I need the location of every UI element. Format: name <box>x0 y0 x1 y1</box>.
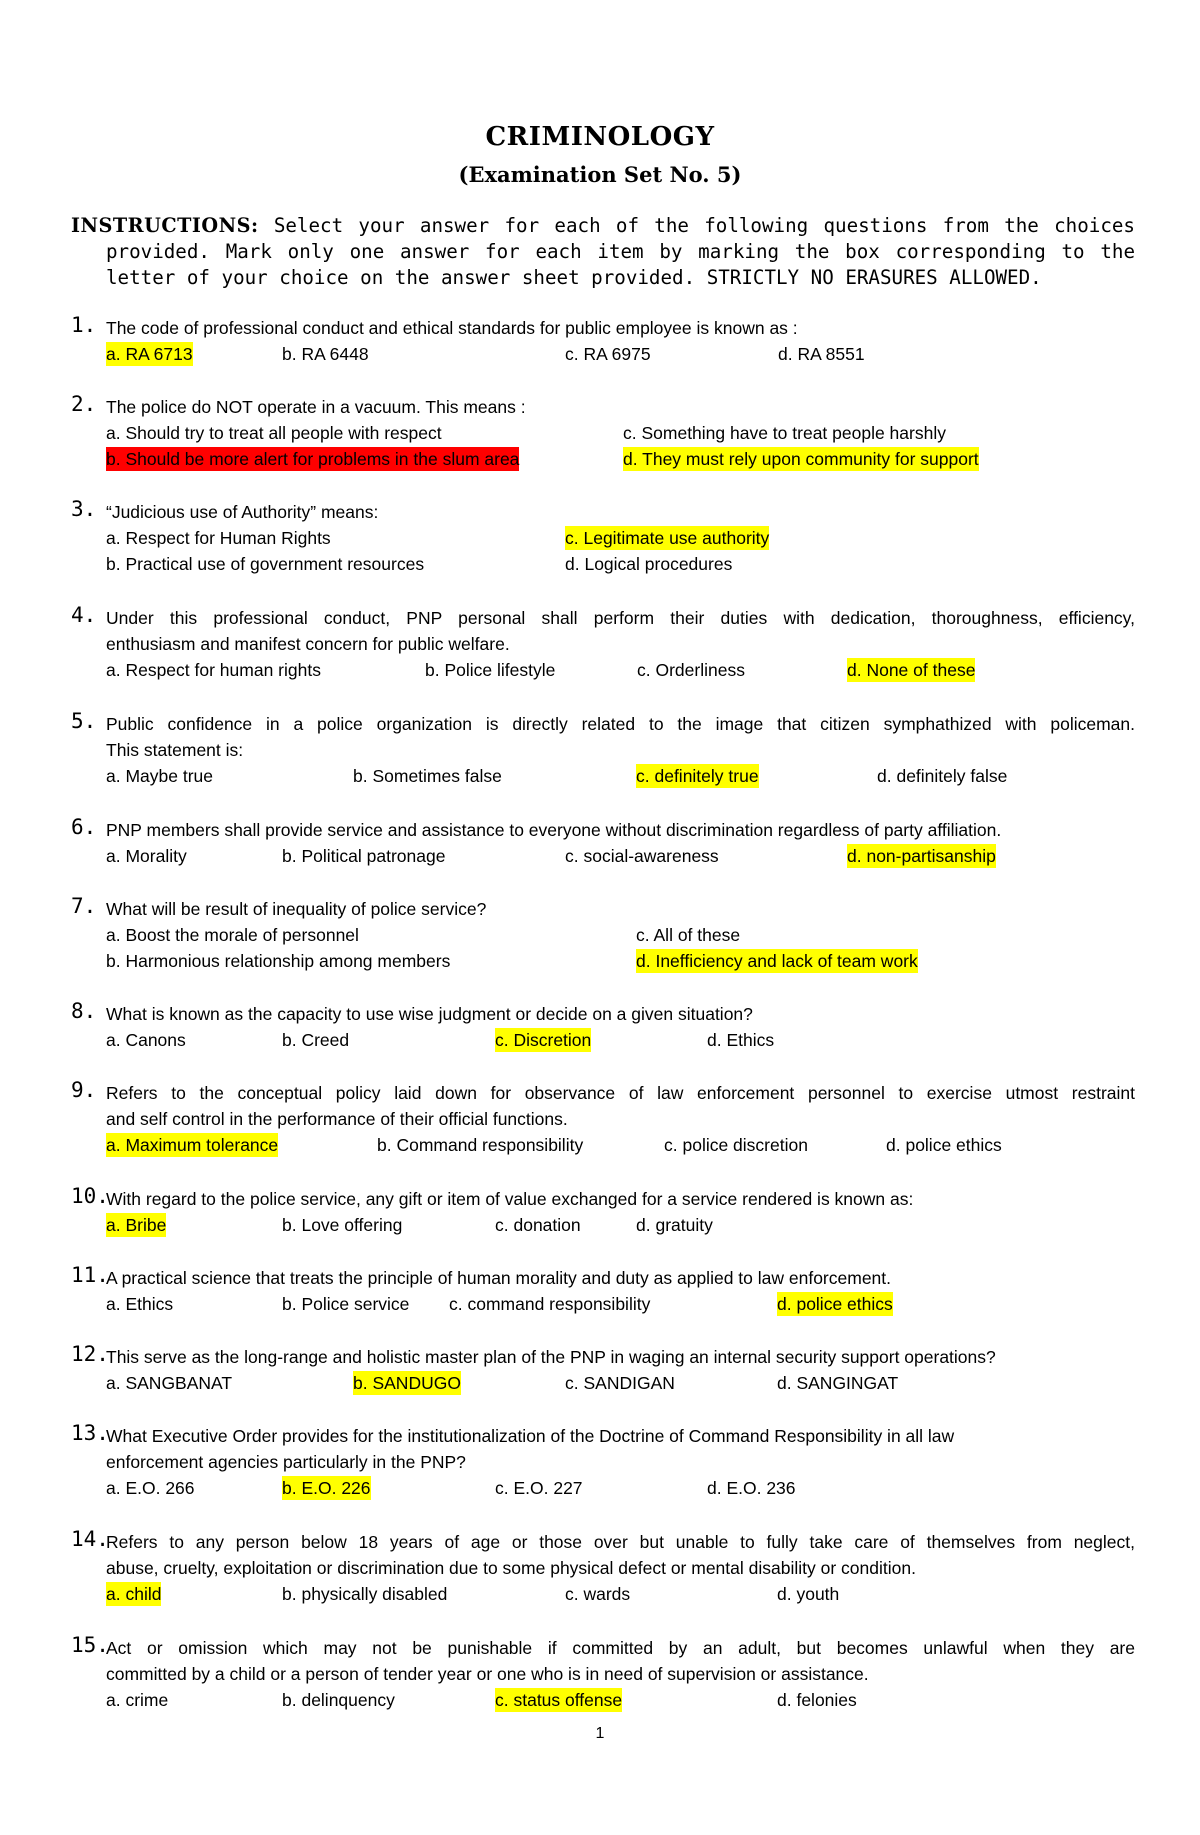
answer-option-c: c. police discretion <box>664 1135 808 1155</box>
question-number: 12. <box>71 1342 109 1366</box>
question-number: 6. <box>71 815 97 839</box>
answer-option-b: b. SANDUGO <box>353 1373 461 1393</box>
question-text-continued: enforcement agencies particularly in the PNP? <box>106 1452 466 1472</box>
answer-option-c: c. status offense <box>495 1690 623 1710</box>
answer-option-d: d. youth <box>777 1584 840 1604</box>
question-text: A practical science that treats the principle of human morality and duty as applied to law enforcement. <box>106 1268 892 1288</box>
answer-option-b: b. Love offering <box>282 1215 403 1235</box>
question-text: With regard to the police service, any gift or item of value exchanged for a service rendered is known as: <box>106 1189 914 1209</box>
answer-option-c: c. Legitimate use authority <box>565 528 770 548</box>
answer-option-d: d. Ethics <box>707 1030 775 1050</box>
question-text: Refers to the conceptual policy laid down for observance of law enforcement personnel to exercise utmost restraint <box>106 1083 1135 1103</box>
question-text: “Judicious use of Authority” means: <box>106 502 379 522</box>
answer-option-c: c. social-awareness <box>565 846 719 866</box>
question-number: 3. <box>71 497 97 521</box>
answer-option-d: d. RA 8551 <box>778 344 865 364</box>
answer-option-a: a. Respect for human rights <box>106 660 321 680</box>
answer-option-b: b. physically disabled <box>282 1584 448 1604</box>
answer-option-b: b. Sometimes false <box>353 766 502 786</box>
answer-option-a: a. Should try to treat all people with respect <box>106 423 442 443</box>
instructions-line-1: Select your answer for each of the following questions from the choices <box>273 214 1135 237</box>
question-number: 2. <box>71 392 97 416</box>
question-text: Under this professional conduct, PNP personal shall perform their duties with dedication, thoroughness, efficiency, <box>106 608 1135 628</box>
answer-option-a: a. Boost the morale of personnel <box>106 925 359 945</box>
answer-option-d: d. E.O. 236 <box>707 1478 796 1498</box>
answer-option-d: d. police ethics <box>886 1135 1002 1155</box>
answer-option-a: a. E.O. 266 <box>106 1478 195 1498</box>
answer-option-a: a. Respect for Human Rights <box>106 528 331 548</box>
question-number: 5. <box>71 709 97 733</box>
answer-option-a: a. Bribe <box>106 1215 167 1235</box>
answer-option-a: a. crime <box>106 1690 169 1710</box>
answer-option-b: b. E.O. 226 <box>282 1478 371 1498</box>
question-text: Public confidence in a police organization is directly related to the image that citizen symphathized with policeman. <box>106 714 1135 734</box>
answer-option-d: d. Inefficiency and lack of team work <box>636 951 918 971</box>
answer-option-a: a. RA 6713 <box>106 344 193 364</box>
question-text: Refers to any person below 18 years of age or those over but unable to fully take care of themselves from neglect, <box>106 1532 1135 1552</box>
answer-option-b: b. Command responsibility <box>377 1135 584 1155</box>
answer-option-a: a. Maybe true <box>106 766 213 786</box>
question-text-continued: This statement is: <box>106 740 244 760</box>
answer-option-c: c. RA 6975 <box>565 344 651 364</box>
answer-option-a: a. Morality <box>106 846 187 866</box>
answer-option-b: b. RA 6448 <box>282 344 369 364</box>
question-number: 15. <box>71 1633 109 1657</box>
answer-option-c: c. command responsibility <box>449 1294 651 1314</box>
answer-option-c: c. Orderliness <box>637 660 745 680</box>
answer-option-a: a. Ethics <box>106 1294 174 1314</box>
answer-option-a: a. Maximum tolerance <box>106 1135 279 1155</box>
answer-option-b: b. Creed <box>282 1030 350 1050</box>
question-number: 4. <box>71 603 97 627</box>
answer-option-a: a. child <box>106 1584 162 1604</box>
answer-option-d: d. non-partisanship <box>847 846 996 866</box>
question-text: What Executive Order provides for the institutionalization of the Doctrine of Command Responsibility in all law <box>106 1426 955 1446</box>
question-text: This serve as the long-range and holistic master plan of the PNP in waging an internal security support operations? <box>106 1347 996 1367</box>
page-number: 1 <box>595 1725 605 1742</box>
answer-option-c: c. wards <box>565 1584 631 1604</box>
answer-option-d: d. Logical procedures <box>565 554 733 574</box>
answer-option-c: c. E.O. 227 <box>495 1478 583 1498</box>
answer-option-b: b. Practical use of government resources <box>106 554 425 574</box>
question-number: 11. <box>71 1263 109 1287</box>
question-text: The code of professional conduct and ethical standards for public employee is known as : <box>106 318 798 338</box>
answer-option-b: b. Should be more alert for problems in the slum area <box>106 449 520 469</box>
answer-option-b: b. Harmonious relationship among members <box>106 951 451 971</box>
answer-option-a: a. Canons <box>106 1030 186 1050</box>
answer-option-b: b. Political patronage <box>282 846 446 866</box>
answer-option-a: a. SANGBANAT <box>106 1373 233 1393</box>
instructions <box>71 213 1135 291</box>
question-text: What will be result of inequality of police service? <box>106 899 487 919</box>
question-number: 8. <box>71 999 97 1023</box>
question-text-continued: committed by a child or a person of tender year or one who is in need of supervision or assistance. <box>106 1664 869 1684</box>
question-number: 9. <box>71 1078 97 1102</box>
question-text: What is known as the capacity to use wise judgment or decide on a given situation? <box>106 1004 753 1024</box>
question-number: 14. <box>71 1527 109 1551</box>
question-text: PNP members shall provide service and assistance to everyone without discrimination regardless of party affiliation. <box>106 820 1002 840</box>
exam-title: CRIMINOLOGY <box>485 122 715 152</box>
answer-option-d: d. felonies <box>777 1690 857 1710</box>
answer-option-d: d. definitely false <box>877 766 1008 786</box>
question-text: The police do NOT operate in a vacuum. This means : <box>106 397 526 417</box>
answer-option-c: c. SANDIGAN <box>565 1373 675 1393</box>
answer-option-d: d. None of these <box>847 660 976 680</box>
question-text-continued: enthusiasm and manifest concern for public welfare. <box>106 634 510 654</box>
answer-option-d: d. gratuity <box>636 1215 713 1235</box>
answer-option-d: d. police ethics <box>777 1294 893 1314</box>
answer-option-d: d. They must rely upon community for support <box>623 449 979 469</box>
question-text: Act or omission which may not be punishable if committed by an adult, but becomes unlawful when they are <box>106 1638 1135 1658</box>
answer-option-c: c. definitely true <box>636 766 759 786</box>
question-number: 13. <box>71 1421 109 1445</box>
answer-option-c: c. donation <box>495 1215 581 1235</box>
answer-option-c: c. Something have to treat people harshly <box>623 423 946 443</box>
question-number: 1. <box>71 313 97 337</box>
instructions-label: INSTRUCTIONS: <box>71 214 259 237</box>
instructions-line-2: provided. Mark only one answer for each item by marking the box corresponding to the <box>106 240 1135 263</box>
question-text-continued: abuse, cruelty, exploitation or discrimination due to some physical defect or mental disability or condition. <box>106 1558 916 1578</box>
answer-option-b: b. Police service <box>282 1294 410 1314</box>
answer-option-b: b. delinquency <box>282 1690 395 1710</box>
answer-option-d: d. SANGINGAT <box>777 1373 899 1393</box>
answer-option-b: b. Police lifestyle <box>425 660 556 680</box>
question-number: 10. <box>71 1184 109 1208</box>
instructions-line-3: letter of your choice on the answer sheet provided. STRICTLY NO ERASURES ALLOWED. <box>106 266 1042 289</box>
exam-subtitle: (Examination Set No. 5) <box>458 162 742 187</box>
question-text-continued: and self control in the performance of their official functions. <box>106 1109 568 1129</box>
question-number: 7. <box>71 894 97 918</box>
answer-option-c: c. All of these <box>636 925 741 945</box>
answer-option-c: c. Discretion <box>495 1030 592 1050</box>
